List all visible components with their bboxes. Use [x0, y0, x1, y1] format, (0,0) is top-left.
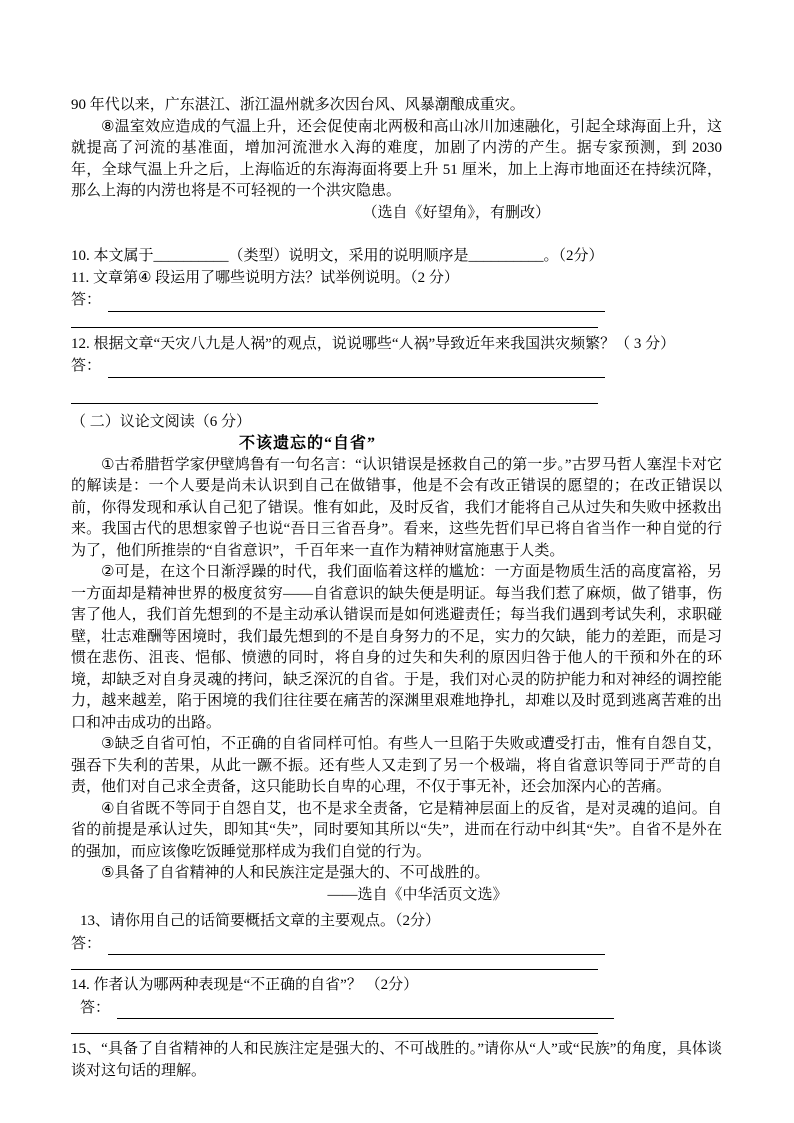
answer-label: 答： [80, 999, 111, 1016]
questions-part2-block [71, 911, 722, 1082]
essay-paragraph-5: ⑤具备了自省精神的人和民族注定是强大的、不可战胜的。 [101, 865, 490, 881]
question-15: 15、“具备了自省精神的人和民族注定是强大的、不可战胜的。”请你从“人”或“民族”的角度，具体谈谈对这句话的理解。 [71, 1041, 722, 1079]
answer-blank-q12 [108, 361, 605, 378]
answer-blank-q13 [108, 938, 605, 955]
answer-label: 答： [71, 292, 102, 308]
questions-part1-block [71, 246, 722, 404]
answer-blank-q14 [117, 1002, 614, 1019]
answer-label: 答： [71, 358, 102, 374]
essay-paragraph-2: ②可是，在这个日渐浮躁的时代，我们面临着这样的尴尬：一方面是物质生活的高度富裕，另一方面却是精神世界的极度贫穷——自省意识的缺失便是明证。每当我们惹了麻烦，做了错事，伤害了他人，我们首先想到的不是主动承认错误而是如何逃避责任；每当我们遇到考试失利，求职碰壁，壮志难酬等困境时，我们最先想到的不是自身努力的不足，实力的欠缺，能力的差距，而是习惯在悲伤、沮丧、悒郁、愤懑的同时，将自身的过失和失利的原因归咎于他人的干预和外在的环境，却缺乏对自身灵魂的拷问，缺乏深沉的自省。于是，我们对心灵的防护能力和对神经的调控能力，越来越差，陷于困境的我们往往要在痛苦的深渊里艰难地挣扎，却难以及时觅到逃离苦难的出口和冲击成功的出路。 [71, 564, 722, 731]
section2-header: （ 二）议论文阅读（6 分） [71, 413, 252, 430]
answer-continuation-line [71, 403, 598, 404]
passage1-paragraph-8: ⑧温室效应造成的气温上升，还会促使南北两极和高山冰川加速融化，引起全球海面上升，这就提高了河流的基准面，增加河流泄水入海的难度，加剧了内涝的产生。据专家预测，到 2030 年，全球气温上升之后，上海临近的东海海面将要上升 51 厘米，加上上海市地面还在持续沉降，那么上海的内涝也将是不可轻视的一个洪灾隐患。 [71, 118, 722, 199]
essay-paragraph-4: ④自省既不等同于自怨自艾，也不是求全责备，它是精神层面上的反省，是对灵魂的追问。自省的前提是承认过失，即知其“失”，同时要知其所以“失”，进而在行动中纠其“失”。自省不是外在的强加，而应该像吃饭睡觉那样成为我们自觉的行为。 [71, 800, 722, 860]
passage1-closing-line: 90 年代以来，广东湛江、浙江温州就多次因台风、风暴潮酿成重灾。 [71, 97, 525, 113]
answer-row-q12 [71, 356, 722, 378]
section2-essay-title: 不该遗忘的“自省” [239, 435, 377, 452]
answer-row-q11 [71, 290, 722, 312]
answer-blank-q11 [108, 295, 605, 312]
essay-paragraph-3: ③缺乏自省可怕，不正确的自省同样可怕。有些人一旦陷于失败或遭受打击，惟有自怨自艾，强吞下失利的苦果，从此一蹶不振。还有些人又走到了另一个极端，将自省意识等同于严苛的自责，他们对自己求全责备，这只能助长自卑的心理，不仅于事无补，还会加深内心的苦痛。 [71, 736, 722, 795]
question-11: 11. 文章第④ 段运用了哪些说明方法？试举例说明。（2 分） [71, 269, 459, 286]
passage1-source-attribution: （选自《好望角》，有删改） [362, 204, 550, 221]
question-10: 10. 本文属于__________（类型）说明文，采用的说明顺序是__________。（2分） [71, 248, 604, 264]
question-13: 13、请你用自己的话简要概括文章的主要观点。（2分） [80, 913, 441, 929]
section2-source-attribution: ——选自《中华活页文选》 [327, 886, 508, 903]
answer-row-q13 [71, 934, 722, 956]
answer-label: 答： [71, 935, 102, 952]
answer-continuation-line [71, 1033, 598, 1034]
essay-paragraph-1: ①古希腊哲学家伊壁鸠鲁有一句名言：“认识错误是拯救自己的第一步。”古罗马哲人塞涅卡对它的解读是：一个人要是尚未认识到自己在做错事，他是不会有改正错误的愿望的；在改正错误以前，你得发现和承认自己犯了错误。惟有如此，及时反省，我们才能将自己从过失和失败中拯救出来。我国古代的思想家曾子也说“吾日三省吾身”。看来，这些先哲们早已将自省当作一种自觉的行为了，他们所推崇的“自省意识”，千百年来一直作为精神财富施惠于人类。 [71, 456, 722, 559]
answer-continuation-line [71, 327, 598, 328]
answer-row-q14 [71, 998, 722, 1020]
answer-continuation-line [71, 969, 598, 970]
question-12: 12. 根据文章“天灾八九是人祸”的观点，说说哪些“人祸”导致近年来我国洪灾频繁？（ 3 分） [71, 335, 676, 352]
question-14: 14. 作者认为哪两种表现是“不正确的自省”？ （2分） [71, 977, 419, 993]
